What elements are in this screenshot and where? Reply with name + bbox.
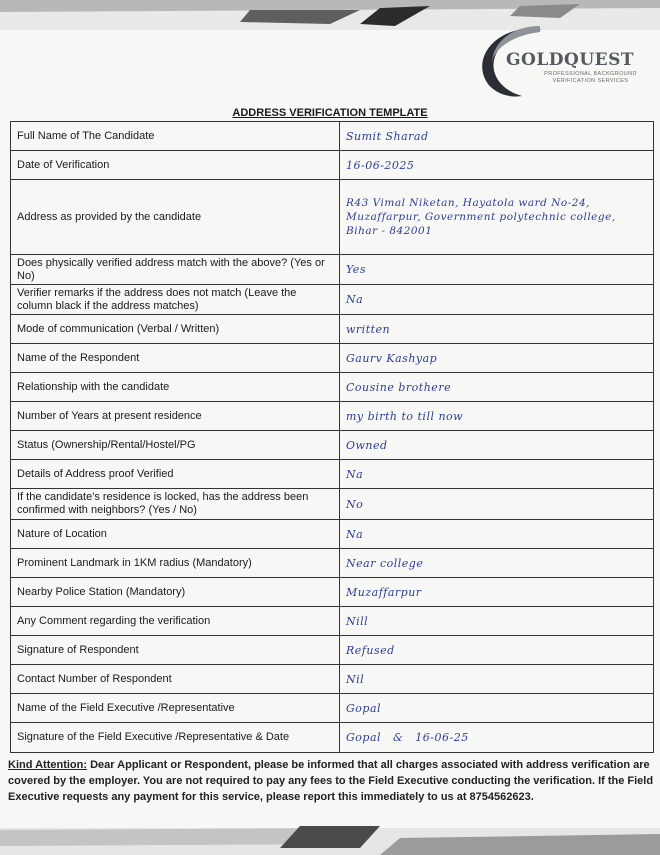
kind-attention-notice bbox=[8, 757, 654, 805]
form-row-executive-signature bbox=[11, 723, 654, 753]
label-ownership-status: Status (Ownership/Rental/Hostel/PG bbox=[11, 431, 340, 460]
value-landmark: Near college bbox=[340, 549, 654, 578]
label-neighbor-confirmation: If the candidate's residence is locked, has the address been confirmed with neighbors? (Yes / No) bbox=[11, 489, 340, 520]
label-executive-signature: Signature of the Field Executive /Representative & Date bbox=[11, 723, 340, 753]
value-police-station: Muzaffarpur bbox=[340, 578, 654, 607]
verification-form-table bbox=[10, 121, 654, 753]
form-row-neighbor-confirmation bbox=[11, 489, 654, 520]
form-row-date-of-verification bbox=[11, 151, 654, 180]
value-verifier-remarks: Na bbox=[340, 285, 654, 315]
label-date-of-verification: Date of Verification bbox=[11, 151, 340, 180]
form-row-nature-of-location bbox=[11, 520, 654, 549]
value-respondent-signature: Refused bbox=[340, 636, 654, 665]
value-neighbor-confirmation: No bbox=[340, 489, 654, 520]
value-date-of-verification: 16-06-2025 bbox=[340, 151, 654, 180]
value-full-name: Sumit Sharad bbox=[340, 122, 654, 151]
label-respondent-contact: Contact Number of Respondent bbox=[11, 665, 340, 694]
label-landmark: Prominent Landmark in 1KM radius (Mandatory) bbox=[11, 549, 340, 578]
form-row-police-station bbox=[11, 578, 654, 607]
value-nature-of-location: Na bbox=[340, 520, 654, 549]
form-row-ownership-status bbox=[11, 431, 654, 460]
value-respondent-name: Gaurv Kashyap bbox=[340, 344, 654, 373]
label-relationship: Relationship with the candidate bbox=[11, 373, 340, 402]
label-police-station: Nearby Police Station (Mandatory) bbox=[11, 578, 340, 607]
value-address: R43 Vimal Niketan, Hayatola ward No-24, Muzaffarpur, Government polytechnic college, Bihar - 842001 bbox=[340, 180, 654, 255]
label-years-at-residence: Number of Years at present residence bbox=[11, 402, 340, 431]
label-address-match: Does physically verified address match with the above? (Yes or No) bbox=[11, 255, 340, 285]
form-row-landmark bbox=[11, 549, 654, 578]
form-row-address-proof bbox=[11, 460, 654, 489]
company-logo bbox=[470, 22, 660, 102]
label-address-proof: Details of Address proof Verified bbox=[11, 460, 340, 489]
value-executive-name: Gopal bbox=[340, 694, 654, 723]
value-mode-of-communication: written bbox=[340, 315, 654, 344]
label-mode-of-communication: Mode of communication (Verbal / Written) bbox=[11, 315, 340, 344]
notice-body: Dear Applicant or Respondent, please be informed that all charges associated with address verification are covered by the employer. You are not required to pay any fees to the Field Executive conducting the verification. If the Field Executive requests any payment for this service, please report this immediately to us at 8754562623. bbox=[8, 759, 654, 803]
form-row-relationship bbox=[11, 373, 654, 402]
value-comment: Nill bbox=[340, 607, 654, 636]
form-row-comment bbox=[11, 607, 654, 636]
value-relationship: Cousine brothere bbox=[340, 373, 654, 402]
value-years-at-residence: my birth to till now bbox=[340, 402, 654, 431]
value-executive-signature: Gopal & 16-06-25 bbox=[340, 723, 654, 753]
page-title-text: ADDRESS VERIFICATION TEMPLATE bbox=[232, 107, 428, 119]
form-row-address bbox=[11, 180, 654, 255]
form-row-respondent-contact bbox=[11, 665, 654, 694]
form-row-full-name bbox=[11, 122, 654, 151]
label-nature-of-location: Nature of Location bbox=[11, 520, 340, 549]
logo-name: GOLDQUEST bbox=[506, 50, 635, 70]
label-full-name: Full Name of The Candidate bbox=[11, 122, 340, 151]
label-respondent-name: Name of the Respondent bbox=[11, 344, 340, 373]
label-executive-name: Name of the Field Executive /Representative bbox=[11, 694, 340, 723]
value-ownership-status: Owned bbox=[340, 431, 654, 460]
value-respondent-contact: Nil bbox=[340, 665, 654, 694]
value-address-match: Yes bbox=[340, 255, 654, 285]
form-row-years-at-residence bbox=[11, 402, 654, 431]
form-row-executive-name bbox=[11, 694, 654, 723]
label-verifier-remarks: Verifier remarks if the address does not match (Leave the column black if the address matches) bbox=[11, 285, 340, 315]
page-title bbox=[0, 107, 660, 119]
label-comment: Any Comment regarding the verification bbox=[11, 607, 340, 636]
form-row-respondent-name bbox=[11, 344, 654, 373]
form-row-verifier-remarks bbox=[11, 285, 654, 315]
label-respondent-signature: Signature of Respondent bbox=[11, 636, 340, 665]
label-address: Address as provided by the candidate bbox=[11, 180, 340, 255]
form-row-respondent-signature bbox=[11, 636, 654, 665]
logo-tagline: PROFESSIONAL BACKGROUND VERIFICATION SERVICES bbox=[544, 71, 637, 84]
notice-heading: Kind Attention: bbox=[8, 759, 88, 771]
value-address-proof: Na bbox=[340, 460, 654, 489]
footer-decor-band bbox=[0, 820, 660, 855]
form-row-mode-of-communication bbox=[11, 315, 654, 344]
form-row-address-match bbox=[11, 255, 654, 285]
